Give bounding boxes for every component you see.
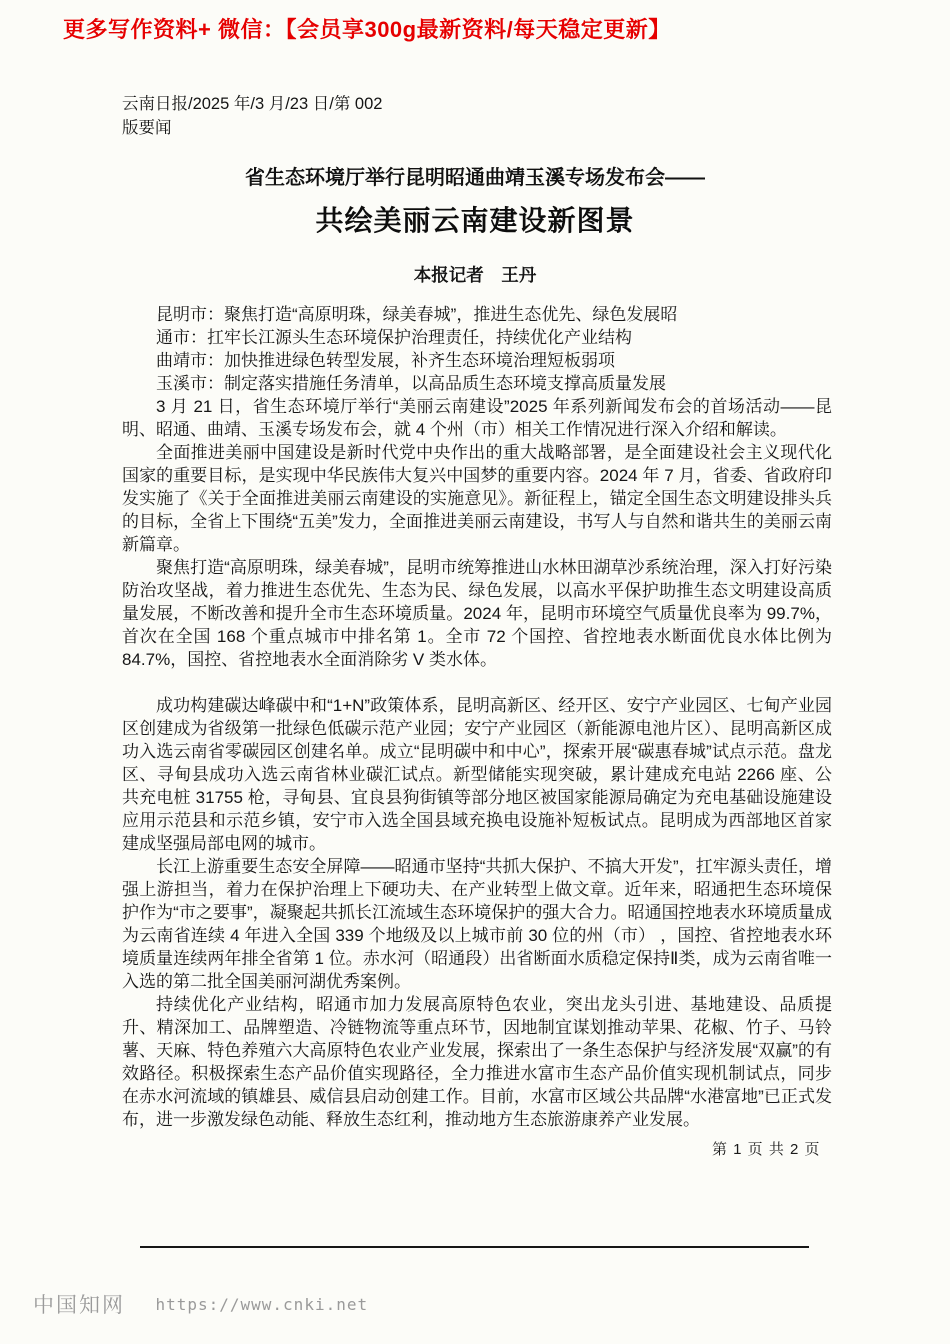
article-paragraph bbox=[122, 671, 832, 694]
lede-line: 曲靖市：加快推进绿色转型发展，补齐生态环境治理短板弱项 bbox=[156, 351, 615, 370]
article-kicker: 省生态环境厅举行昆明昭通曲靖玉溪专场发布会—— bbox=[245, 167, 705, 189]
cnki-brand: 中国知网 bbox=[33, 1293, 125, 1317]
lede-line: 玉溪市：制定落实措施任务清单，以高品质生态环境支撑高质量发展 bbox=[156, 374, 666, 393]
lede-line: 昆明市：聚焦打造“高原明珠，绿美春城”，推进生态优先、绿色发展昭 bbox=[156, 305, 678, 324]
article-body bbox=[122, 303, 832, 1131]
article-title: 共绘美丽云南建设新图景 bbox=[315, 205, 635, 236]
cnki-watermark bbox=[33, 1289, 368, 1319]
source-info bbox=[122, 92, 382, 140]
cnki-url: https://www.cnki.net bbox=[155, 1294, 369, 1314]
article-paragraph: 3 月 21 日，省生态环境厅举行“美丽云南建设”2025 年系列新闻发布会的首场活动——昆明、昭通、曲靖、玉溪专场发布会，就 4 个州（市）相关工作情况进行深入介绍和解读。 bbox=[122, 397, 832, 439]
source-line-2: 版要闻 bbox=[122, 119, 172, 137]
article-paragraph: 聚焦打造“高原明珠，绿美春城”，昆明市统筹推进山水林田湖草沙系统治理，深入打好污染防治攻坚战，着力推进生态优先、生态为民、绿色发展，以高水平保护助推生态文明建设高质量发展，不断改善和提升全市生态环境质量。2024 年，昆明市环境空气质量优良率为 99.7%，首次在全国 168 个重点城市中排名第 1。全市 72 个国控、省控地表水断面优良水体比例为 84.7%，国控、省控地表水全面消除劣 V 类水体。 bbox=[122, 558, 832, 669]
article-paragraph: 全面推进美丽中国建设是新时代党中央作出的重大战略部署，是全面建设社会主义现代化国家的重要目标，是实现中华民族伟大复兴中国梦的重要内容。2024 年 7 月，省委、省政府印发实施了《关于全面推进美丽云南建设的实施意见》。新征程上，锚定全国生态文明建设排头兵的目标，全省上下围绕“五美”发力，全面推进美丽云南建设，书写人与自然和谐共生的美丽云南新篇章。 bbox=[122, 443, 832, 554]
lede-lines bbox=[122, 303, 832, 395]
promo-banner-text: 更多写作资料+ 微信：【会员享300g最新资料/每天稳定更新】 bbox=[63, 17, 671, 42]
article-paragraph: 长江上游重要生态安全屏障——昭通市坚持“共抓大保护、不搞大开发”，扛牢源头责任，增强上游担当，着力在保护治理上下硬功夫、在产业转型上做文章。近年来，昭通把生态环境保护作为“市之要事”，凝聚起共抓长江流域生态环境保护的强大合力。昭通国控地表水环境质量成为云南省连续 4 年进入全国 339 个地级及以上城市前 30 位的州（市） ，国控、省控地表水环境质量连续两年排全省第 1 位。赤水河（昭通段）出省断面水质稳定保持Ⅱ类，成为云南省唯一入选的第二批全国美丽河湖优秀案例。 bbox=[122, 857, 832, 991]
article-paragraph: 成功构建碳达峰碳中和“1+N”政策体系，昆明高新区、经开区、安宁产业园区、七甸产业园区创建成为省级第一批绿色低碳示范产业园；安宁产业园区（新能源电池片区）、昆明高新区成功入选云南省零碳园区创建名单。成立“昆明碳中和中心”，探索开展“碳惠春城”试点示范。盘龙区、寻甸县成功入选云南省林业碳汇试点。新型储能实现突破，累计建成充电站 2266 座、公共充电桩 31755 枪，寻甸县、宜良县狗街镇等部分地区被国家能源局确定为充电基础设施建设应用示范县和示范乡镇，安宁市入选全国县域充换电设施补短板试点。昆明成为西部地区首家建成坚强局部电网的城市。 bbox=[122, 696, 832, 853]
article-paragraphs bbox=[122, 395, 832, 1131]
article-byline: 本报记者 王丹 bbox=[413, 265, 537, 285]
article-paragraph: 持续优化产业结构，昭通市加力发展高原特色农业，突出龙头引进、基地建设、品质提升、精深加工、品牌塑造、冷链物流等重点环节，因地制宜谋划推动苹果、花椒、竹子、马铃薯、天麻、特色养殖六大高原特色农业产业发展，探索出了一条生态保护与经济发展“双赢”的有效路径。积极探索生态产品价值实现路径，全力推进水富市生态产品价值实现机制试点，同步在赤水河流域的镇雄县、威信县启动创建工作。目前，水富市区域公共品牌“水港富地”已正式发布，进一步激发绿色动能、释放生态红利，推动地方生态旅游康养产业发展。 bbox=[122, 995, 832, 1129]
source-line-1: 云南日报/2025 年/3 月/23 日/第 002 bbox=[122, 95, 383, 113]
page-number: 第 1 页 共 2 页 bbox=[712, 1141, 821, 1158]
lede-line: 通市：扛牢长江源头生态环境保护治理责任，持续优化产业结构 bbox=[156, 328, 632, 347]
footer-divider-rule bbox=[140, 1246, 809, 1248]
